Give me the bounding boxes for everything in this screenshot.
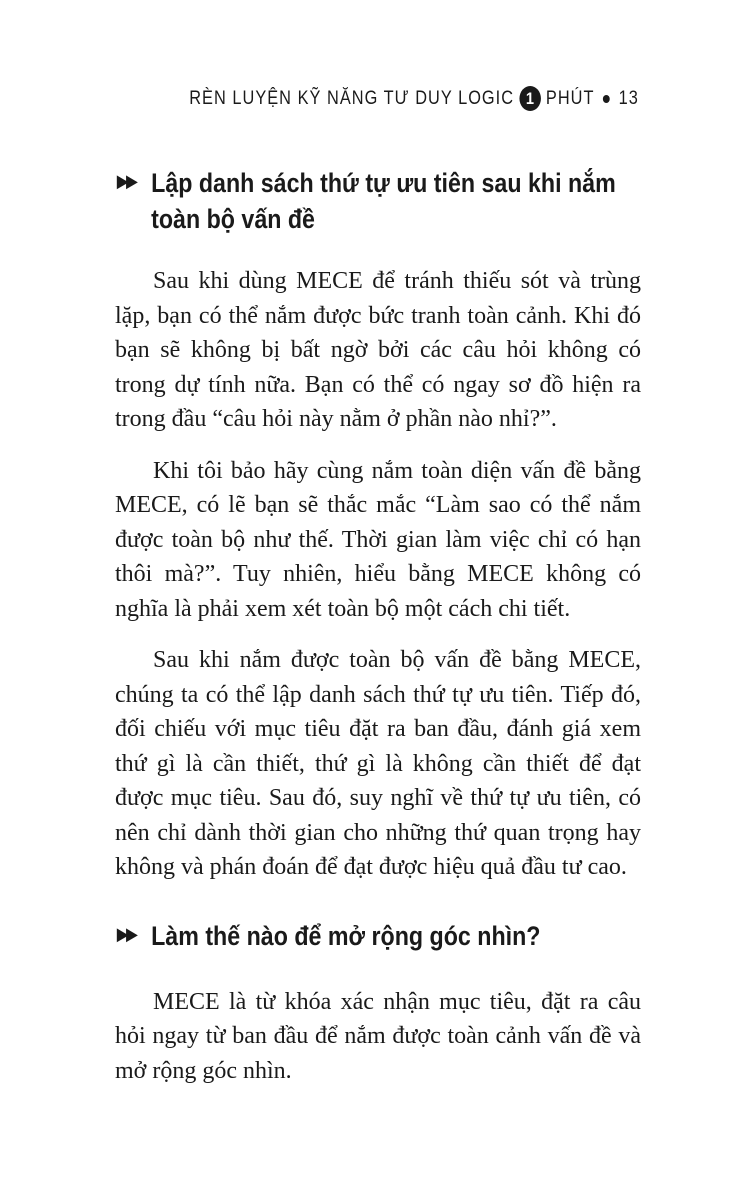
section-heading-text: Làm thế nào để mở rộng góc nhìn? xyxy=(151,920,541,951)
double-arrow-icon: ▶▶ xyxy=(116,923,136,944)
bullet-dot-icon xyxy=(603,95,610,103)
page-content xyxy=(115,165,641,1088)
double-arrow-icon: ▶▶ xyxy=(116,171,136,191)
number-badge: 1 xyxy=(519,86,541,111)
body-paragraph: Sau khi nắm được toàn bộ vấn đề bằng MECE, chúng ta có thể lập danh sách thứ tự ưu tiên. Tiếp đó, đối chiếu với mục tiêu đặt ra ban đầu, đánh giá xem thứ gì là cần thiết, thứ gì là không cần thiết để đạt được mục tiêu. Sau đó, suy nghĩ về thứ tự ưu tiên, có nên chỉ dành thời gian cho những thứ quan trọng hay không và phán đoán để đạt được hiệu quả đầu tư cao. xyxy=(115,647,641,880)
body-paragraph: MECE là từ khóa xác nhận mục tiêu, đặt ra câu hỏi ngay từ ban đầu để nắm được toàn cảnh vấn đề và mở rộng góc nhìn. xyxy=(115,988,641,1084)
section-heading xyxy=(115,918,641,954)
section-heading xyxy=(115,165,641,237)
body-paragraph: Khi tôi bảo hãy cùng nắm toàn diện vấn đề bằng MECE, có lẽ bạn sẽ thắc mắc “Làm sao có thể nắm được toàn bộ như thế. Thời gian làm việc chỉ có hạn thôi mà?”. Tuy nhiên, hiểu bằng MECE không có nghĩa là phải xem xét toàn bộ một cách chi tiết. xyxy=(115,457,641,622)
body-paragraph: Sau khi dùng MECE để tránh thiếu sót và trùng lặp, bạn có thể nắm được bức tranh toàn cảnh. Khi đó bạn sẽ không bị bất ngờ bởi các câu hỏi không có trong dự tính nữa. Bạn có thể có ngay sơ đồ hiện ra trong đầu “câu hỏi này nằm ở phần nào nhỉ?”. xyxy=(115,268,641,432)
book-title: RÈN LUYỆN KỸ NĂNG TƯ DUY LOGIC xyxy=(189,87,515,109)
unit-label: PHÚT xyxy=(546,87,595,109)
page-number: 13 xyxy=(618,87,639,109)
section-heading-text: Lập danh sách thứ tự ưu tiên sau khi nắm toàn bộ vấn đề xyxy=(151,168,616,234)
running-header xyxy=(189,86,639,111)
